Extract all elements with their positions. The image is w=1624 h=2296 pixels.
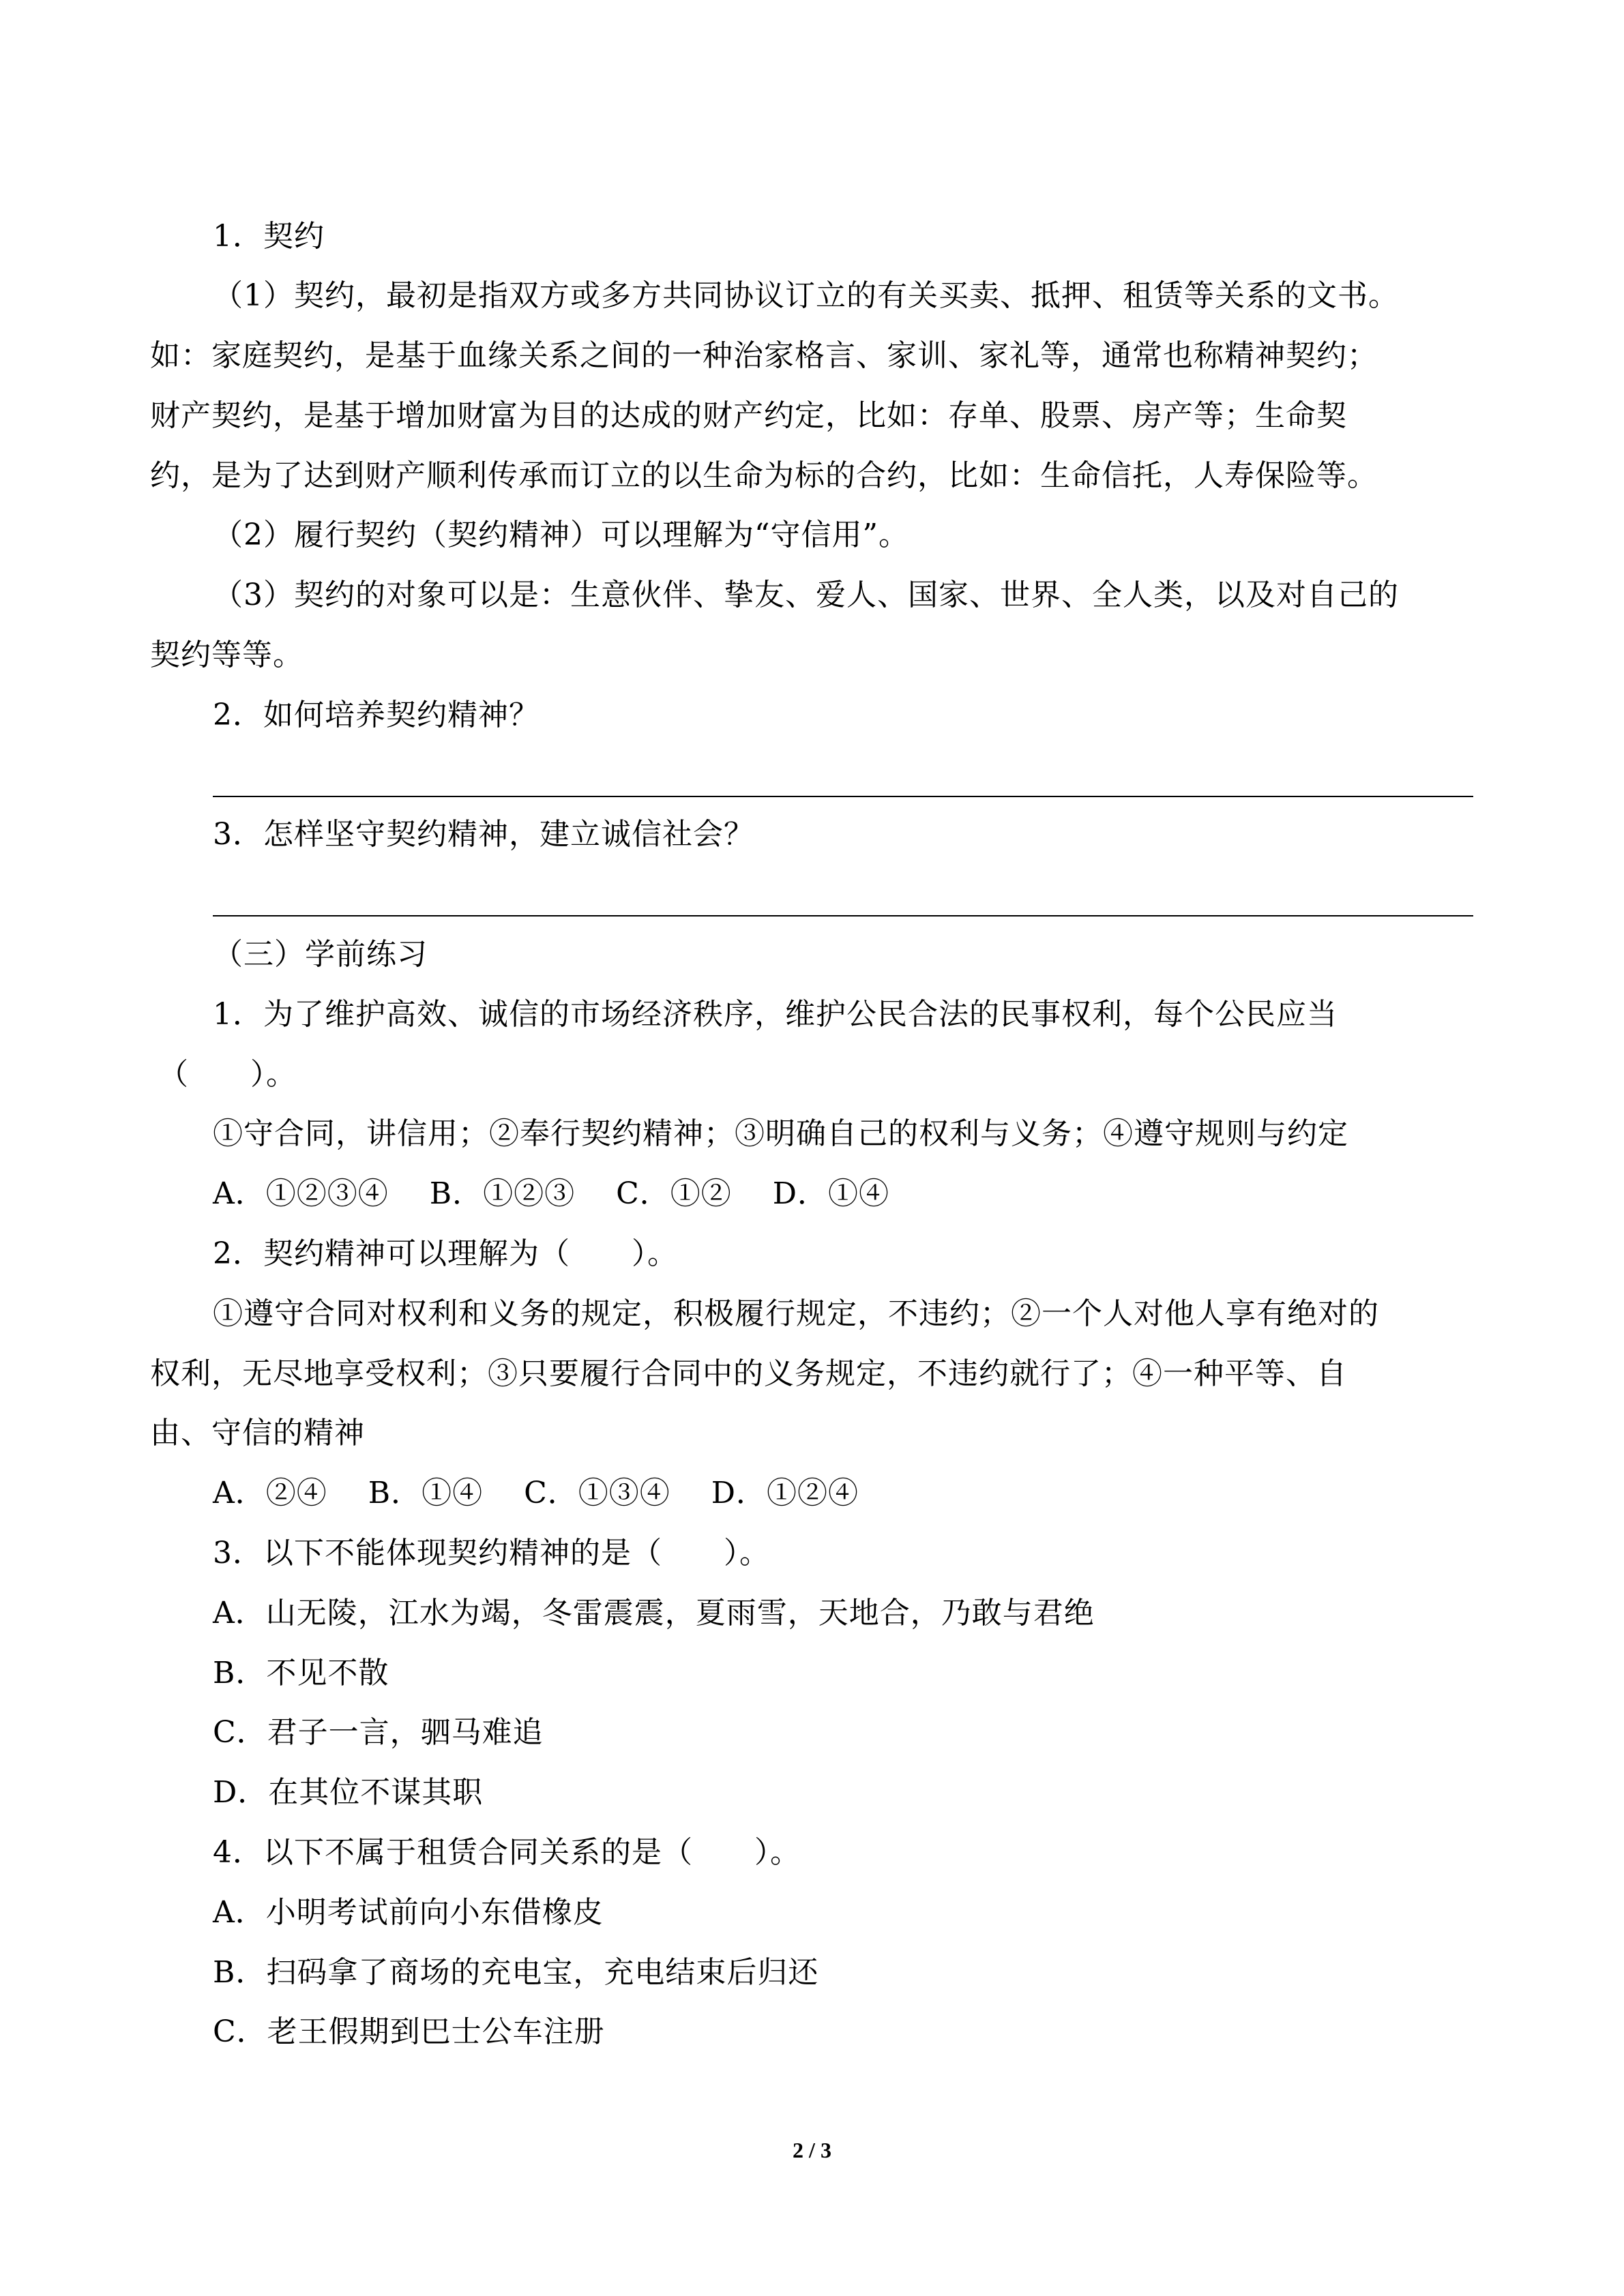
paragraph-1-line-2: 如：家庭契约，是基于血缘关系之间的一种治家格言、家训、家礼等，通常也称精神契约； bbox=[150, 338, 1378, 373]
paragraph-1-line-3: 财产契约，是基于增加财富为目的达成的财产约定，比如：存单、股票、房产等；生命契 bbox=[150, 398, 1347, 433]
practice-heading: （三）学前练习 bbox=[213, 937, 428, 972]
practice-q1-items: ①守合同，讲信用；②奉行契约精神；③明确自己的权利与义务；④遵守规则与约定 bbox=[213, 1116, 1348, 1151]
question-2-heading: 2．如何培养契约精神？ bbox=[213, 698, 540, 732]
practice-q3-option-c: C．君子一言，驷马难追 bbox=[213, 1715, 544, 1750]
practice-q3-option-d: D．在其位不谋其职 bbox=[213, 1775, 484, 1810]
paragraph-1-line-4: 约，是为了达到财产顺利传承而订立的以生命为标的合约，比如：生命信托，人寿保险等。 bbox=[150, 458, 1378, 493]
question-3-heading: 3．怎样坚守契约精神，建立诚信社会？ bbox=[213, 817, 754, 852]
practice-q2-items-line-3: 由、守信的精神 bbox=[150, 1416, 365, 1450]
practice-q4-stem: 4．以下不属于租赁合同关系的是（ ）。 bbox=[213, 1835, 801, 1870]
practice-q4-option-c: C．老王假期到巴士公车注册 bbox=[213, 2014, 605, 2049]
practice-q1-options: A．①②③④ B．①②③ C．①② D．①④ bbox=[213, 1176, 890, 1211]
practice-q4-option-a: A．小明考试前向小东借橡皮 bbox=[213, 1895, 604, 1930]
answer-line-q3[interactable] bbox=[213, 915, 1473, 916]
paragraph-2: （2）履行契约（契约精神）可以理解为“守信用”。 bbox=[213, 518, 909, 552]
practice-q2-items-line-2: 权利，无尽地享受权利；③只要履行合同中的义务规定，不违约就行了；④一种平等、自 bbox=[150, 1356, 1347, 1391]
practice-q3-stem: 3．以下不能体现契约精神的是（ ）。 bbox=[213, 1536, 770, 1570]
answer-line-q2[interactable] bbox=[213, 796, 1473, 797]
practice-q2-stem: 2．契约精神可以理解为（ ）。 bbox=[213, 1236, 678, 1271]
paragraph-3-line-2: 契约等等。 bbox=[150, 638, 304, 672]
practice-q1-line-1: 1．为了维护高效、诚信的市场经济秩序，维护公民合法的民事权利，每个公民应当 bbox=[213, 997, 1338, 1032]
paragraph-3-line-1: （3）契约的对象可以是：生意伙伴、挚友、爱人、国家、世界、全人类，以及对自己的 bbox=[213, 578, 1399, 612]
page-number: 2 / 3 bbox=[793, 2138, 831, 2162]
practice-q1-line-2: （ ）。 bbox=[158, 1057, 297, 1092]
paragraph-1-line-1: （1）契约，最初是指双方或多方共同协议订立的有关买卖、抵押、租赁等关系的文书。 bbox=[213, 278, 1399, 313]
practice-q2-options: A．②④ B．①④ C．①③④ D．①②④ bbox=[213, 1476, 859, 1510]
practice-q2-items-line-1: ①遵守合同对权利和义务的规定，积极履行规定，不违约；②一个人对他人享有绝对的 bbox=[213, 1296, 1379, 1331]
practice-q4-option-b: B．扫码拿了商场的充电宝，充电结束后归还 bbox=[213, 1955, 819, 1990]
practice-q3-option-b: B．不见不散 bbox=[213, 1656, 389, 1690]
section-heading-contract: 1．契约 bbox=[213, 219, 325, 254]
practice-q3-option-a: A．山无陵，江水为竭，冬雷震震，夏雨雪，天地合，乃敢与君绝 bbox=[213, 1596, 1095, 1630]
